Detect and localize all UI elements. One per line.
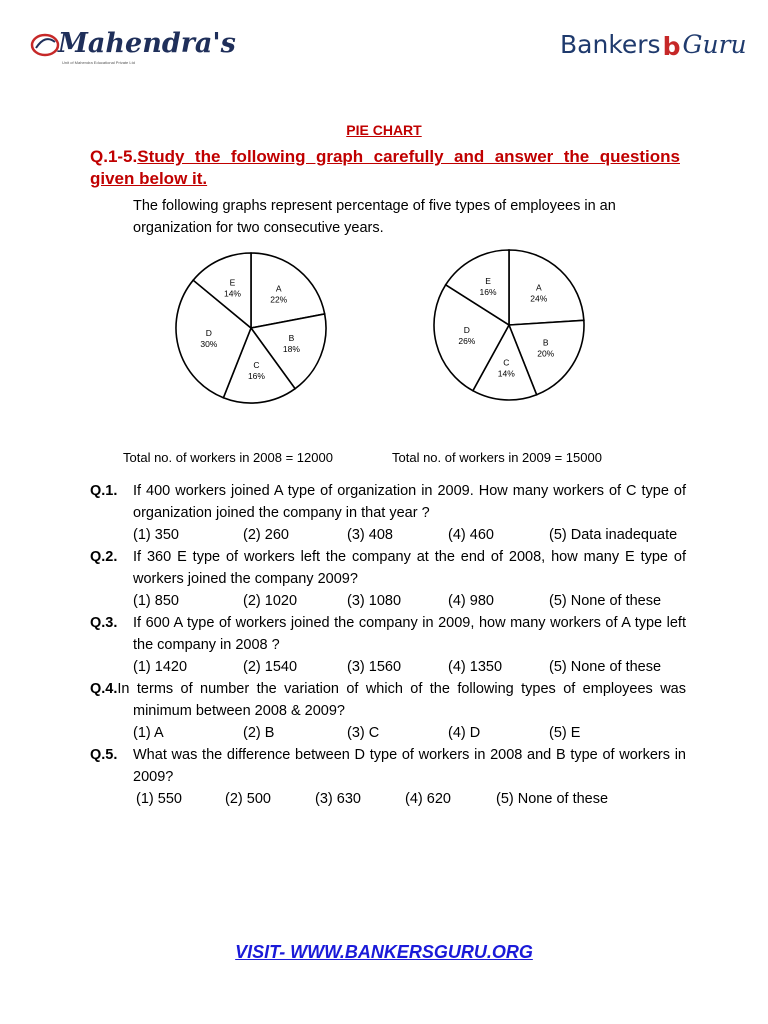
mahendras-logo <box>30 26 236 76</box>
option: (3) 630 <box>315 791 361 807</box>
question-item <box>90 546 686 590</box>
option-row <box>133 722 686 744</box>
option: (1) 350 <box>133 527 179 543</box>
page-title: PIE CHART <box>346 122 422 138</box>
question-text: If 400 workers joined A type of organization in 2009. How many workers of C type of organization joined the company in that year ? <box>133 483 686 521</box>
pie-category-label: A <box>275 283 282 294</box>
footer-link[interactable]: VISIT- WWW.BANKERSGURU.ORG <box>235 942 533 962</box>
question-number: Q.2. <box>90 549 118 565</box>
question-number: Q.3. <box>90 615 118 631</box>
option: (4) 460 <box>448 527 494 543</box>
option: (2) 1540 <box>243 659 298 675</box>
question-heading <box>90 146 680 190</box>
option: (5) Data inadequate <box>549 527 678 543</box>
option: (3) 408 <box>347 527 393 543</box>
question-item <box>90 480 686 524</box>
question-list <box>90 480 686 810</box>
intro-text: The following graphs represent percentage of five types of employees in an organization for two consecutive years. <box>133 198 616 236</box>
pie-value-label: 20% <box>537 348 555 359</box>
pie-category-label: B <box>542 337 549 348</box>
option: (3) 1560 <box>347 659 402 675</box>
pie-value-label: 24% <box>530 293 548 304</box>
mahendras-emblem-icon <box>30 30 60 60</box>
mahendras-logo-tagline: Unit of Mahendra Educational Private Ltd <box>62 60 135 65</box>
question-text: In terms of number the variation of which of the following types of employees was minimum between 2008 & 2009? <box>117 681 686 719</box>
pie-slice-a <box>509 250 584 325</box>
bankersguru-b-icon: b <box>662 32 681 61</box>
pie-value-label: 22% <box>270 294 288 305</box>
bankersguru-logo-part1: Bankers <box>560 30 661 59</box>
option: (2) 1020 <box>243 593 298 609</box>
pie-charts <box>0 245 768 425</box>
pie-value-label: 14% <box>223 288 241 299</box>
option-row <box>133 788 686 810</box>
total-workers-2009: Total no. of workers in 2009 = 15000 <box>392 450 602 465</box>
option: (1) 550 <box>136 791 182 807</box>
pie-value-label: 14% <box>497 368 515 379</box>
pie-category-label: E <box>485 275 491 286</box>
option: (1) 850 <box>133 593 179 609</box>
question-heading-number: Q.1-5. <box>90 147 138 166</box>
option: (4) 620 <box>405 791 451 807</box>
option: (4) D <box>448 725 481 741</box>
question-number: Q.5. <box>90 747 118 763</box>
bankersguru-logo-part2: Guru <box>682 30 747 59</box>
option: (5) None of these <box>549 659 662 675</box>
pie-chart-2 <box>434 250 584 400</box>
pie-category-label: D <box>205 327 212 338</box>
option: (1) 1420 <box>133 659 188 675</box>
question-number: Q.4. <box>90 681 118 697</box>
option-row <box>133 524 686 546</box>
question-item <box>90 744 686 788</box>
pie-value-label: 16% <box>247 371 265 382</box>
option: (5) None of these <box>496 791 609 807</box>
question-item <box>90 612 686 656</box>
option: (2) B <box>243 725 275 741</box>
question-number: Q.1. <box>90 483 118 499</box>
option: (3) C <box>347 725 380 741</box>
option-row <box>133 656 686 678</box>
option: (2) 500 <box>225 791 271 807</box>
pie-category-label: C <box>253 360 260 371</box>
question-heading-text: Study the following graph carefully and answer the questions given below it. <box>90 147 680 188</box>
mahendras-logo-text: Mahendra's <box>58 28 236 59</box>
pie-value-label: 18% <box>282 344 300 355</box>
pie-value-label: 16% <box>479 286 497 297</box>
option: (4) 980 <box>448 593 494 609</box>
question-item <box>90 678 686 722</box>
total-workers-2008: Total no. of workers in 2008 = 12000 <box>123 450 333 465</box>
pie-value-label: 26% <box>458 335 476 346</box>
option-row <box>133 590 686 612</box>
option: (1) A <box>133 725 164 741</box>
pie-category-label: A <box>535 282 542 293</box>
question-text: If 600 A type of workers joined the company in 2009, how many workers of A type left the company in 2008 ? <box>133 615 686 653</box>
bankersguru-logo <box>560 30 747 59</box>
pie-category-label: B <box>288 333 295 344</box>
option: (3) 1080 <box>347 593 402 609</box>
option: (4) 1350 <box>448 659 503 675</box>
option: (5) E <box>549 725 581 741</box>
option: (2) 260 <box>243 527 289 543</box>
pie-category-label: C <box>503 357 510 368</box>
pie-chart-1 <box>176 253 326 403</box>
pie-category-label: D <box>463 324 470 335</box>
pie-category-label: E <box>229 277 236 288</box>
question-text: What was the difference between D type of workers in 2008 and B type of workers in 2009? <box>133 747 686 785</box>
question-text: If 360 E type of workers left the company at the end of 2008, how many E type of workers joined the company 2009? <box>133 549 686 587</box>
option: (5) None of these <box>549 593 662 609</box>
pie-value-label: 30% <box>200 338 218 349</box>
